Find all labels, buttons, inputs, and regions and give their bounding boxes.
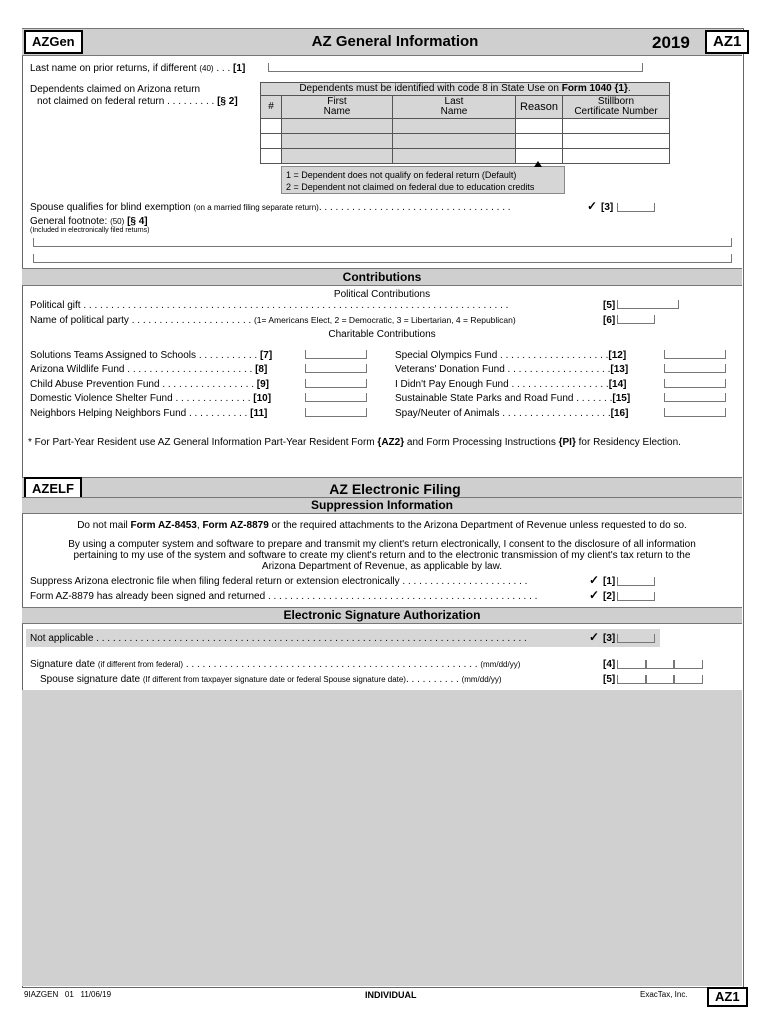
signature-header: Electronic Signature Authorization xyxy=(22,607,742,624)
suppress-ref: [1] xyxy=(603,576,616,587)
charity-right-1-input[interactable] xyxy=(664,364,726,373)
table-row xyxy=(261,119,670,134)
party-input[interactable] xyxy=(617,315,655,324)
dependents-table-note: Dependents must be identified with code 8 in State Use on Form 1040 {1}. xyxy=(261,83,670,96)
charity-left-2-input[interactable] xyxy=(305,379,367,388)
political-gift-row xyxy=(30,300,508,311)
dependents-table xyxy=(260,82,670,164)
spouse-date-ref: [5] xyxy=(603,674,616,685)
footnote-input-2[interactable] xyxy=(33,254,732,263)
col-stillborn: Stillborn Certificate Number xyxy=(563,96,670,119)
col-reason: Reason xyxy=(516,96,563,119)
last-name-row xyxy=(30,63,245,74)
dep-first-cell[interactable] xyxy=(282,134,393,149)
not-applicable-row: Not applicable . . . . . . . . . . . . . . . . . . . . . . . . . . . . . . . . . . . . . . . . . . . . . . . . . . . . . . . . . . . . . . . . . . . . . . . . . . . . . . xyxy=(30,633,527,644)
last-name-code: (40) xyxy=(199,64,214,73)
dependents-label-2: not claimed on federal return xyxy=(37,96,165,107)
table-row xyxy=(261,149,670,164)
residency-note: * For Part-Year Resident use AZ General Information Part-Year Resident Form {AZ2} and Form Processing Instructions {PI} for Residency Election. xyxy=(28,437,681,448)
col-num: # xyxy=(261,96,282,119)
blind-check-icon[interactable]: ✓ xyxy=(587,199,598,213)
dep-last-cell[interactable] xyxy=(393,119,516,134)
footer-form-id: AZ1 xyxy=(707,987,748,1007)
blind-dots: . . . . . . . . . . . . . . . . . . . . . . . . . . . . . . . . . . . xyxy=(318,202,511,213)
tooltip-line-2: 2 = Dependent not claimed on federal due to education credits xyxy=(286,182,535,192)
charity-left-4: Neighbors Helping Neighbors Fund . . . . . . . . . . . [11] xyxy=(30,408,268,419)
consent-text: By using a computer system and software to prepare and transmit my client's return electronically, I consent to the disclosure of all information pertaining to my use of the system and software to create my client's return and to the electronic transmission of my client's tax return to the Arizona Department of Revenue, as applicable by law. xyxy=(68,539,696,572)
page-title: AZ General Information xyxy=(311,33,479,50)
azgen-tag: AZGen xyxy=(24,30,83,54)
charity-left-1: Arizona Wildlife Fund . . . . . . . . . . . . . . . . . . . . . . . [8] xyxy=(30,364,268,375)
efile-title: AZ Electronic Filing xyxy=(329,481,461,497)
suppress-input[interactable] xyxy=(617,577,655,586)
dep-num-cell[interactable] xyxy=(261,134,282,149)
last-name-label: Last name on prior returns, if different xyxy=(30,63,197,74)
dep-last-cell[interactable] xyxy=(393,149,516,164)
empty-area xyxy=(22,690,742,986)
charity-left-4-input[interactable] xyxy=(305,408,367,417)
last-name-input[interactable] xyxy=(268,63,643,72)
party-row xyxy=(30,315,516,326)
sig-date-row: Signature date (if different from federal) . . . . . . . . . . . . . . . . . . . . . . . . . . . . . . . . . . . . . . . . . . . . . . . . . . . . . (mm/dd/yy) xyxy=(30,659,521,670)
charity-left-1-input[interactable] xyxy=(305,364,367,373)
footnote-label: General footnote: xyxy=(30,216,108,227)
dep-stillborn-cell[interactable] xyxy=(563,134,670,149)
footnote-note: (Included in electronically filed returns) xyxy=(30,227,150,234)
signed-check-icon[interactable]: ✓ xyxy=(589,588,600,602)
footnote-code: (50) xyxy=(110,217,125,226)
dep-num-cell[interactable] xyxy=(261,149,282,164)
party-dots: . . . . . . . . . . . . . . . . . . . . . . xyxy=(131,315,252,326)
tooltip-line-1: 1 = Dependent does not qualify on federal return (Default) xyxy=(286,170,517,180)
dependents-ref: [§ 2] xyxy=(217,96,238,107)
not-applicable-ref: [3] xyxy=(603,633,616,644)
azelf-tag: AZELF xyxy=(24,477,82,501)
charity-right-1: Veterans' Donation Fund . . . . . . . . . . . . . . . . . . .[13] xyxy=(395,364,629,375)
party-options: (1= Americans Elect, 2 = Democratic, 3 = Libertarian, 4 = Republican) xyxy=(253,315,516,325)
blind-label: Spouse qualifies for blind exemption xyxy=(30,202,191,213)
blind-note: (on a married filing separate return) xyxy=(193,203,319,212)
col-last-name: Last Name xyxy=(393,96,516,119)
mail-note: Do not mail Form AZ-8453, Form AZ-8879 or the required attachments to the Arizona Department of Revenue unless requested to do so. xyxy=(77,520,687,531)
political-gift-input[interactable] xyxy=(617,300,679,309)
suppress-check-icon[interactable]: ✓ xyxy=(589,573,600,587)
reason-tooltip xyxy=(281,166,565,194)
spouse-date-yy[interactable] xyxy=(673,675,703,684)
suppress-row: Suppress Arizona electronic file when filing federal return or extension electronically . . . . . . . . . . . . . . . . . . . . . . . xyxy=(30,576,528,587)
dependents-label: Dependents claimed on Arizona return xyxy=(30,84,201,95)
sig-date-ref: [4] xyxy=(603,659,616,670)
political-heading: Political Contributions xyxy=(333,289,431,300)
political-gift-label: Political gift xyxy=(30,300,81,311)
charitable-heading: Charitable Contributions xyxy=(328,329,436,340)
charity-right-4-input[interactable] xyxy=(664,408,726,417)
dependents-dots: . . . . . . . . . xyxy=(164,96,215,107)
not-applicable-check-icon[interactable]: ✓ xyxy=(589,630,600,644)
dep-num-cell[interactable] xyxy=(261,119,282,134)
footer-code: 9IAZGEN 01 11/06/19 xyxy=(24,990,112,999)
charity-right-3: Sustainable State Parks and Road Fund . . . . . . .[15] xyxy=(395,393,631,404)
charity-left-3: Domestic Violence Shelter Fund . . . . . . . . . . . . . . [10] xyxy=(30,393,272,404)
spouse-date-row: Spouse signature date (If different from taxpayer signature date or federal Spouse signature date). . . . . . . . . . (mm/dd/yy) xyxy=(40,674,502,685)
charity-left-0-input[interactable] xyxy=(305,350,367,359)
sig-date-mm[interactable] xyxy=(617,660,647,669)
party-label: Name of political party xyxy=(30,315,129,326)
signed-row: Form AZ-8879 has already been signed and returned . . . . . . . . . . . . . . . . . . . . . . . . . . . . . . . . . . . . . . . . . . . . . . . . . xyxy=(30,591,538,602)
contributions-header: Contributions xyxy=(22,268,742,286)
col-first-name: First Name xyxy=(282,96,393,119)
not-applicable-input[interactable] xyxy=(617,634,655,643)
dep-stillborn-cell[interactable] xyxy=(563,149,670,164)
footer-company: ExacTax, Inc. xyxy=(640,990,688,999)
last-name-dots: . . . xyxy=(213,63,231,74)
dep-reason-cell[interactable] xyxy=(516,119,563,134)
charity-left-3-input[interactable] xyxy=(305,393,367,402)
suppression-header: Suppression Information xyxy=(22,497,742,514)
dep-first-cell[interactable] xyxy=(282,119,393,134)
dep-last-cell[interactable] xyxy=(393,134,516,149)
charity-right-2: I Didn't Pay Enough Fund . . . . . . . . . . . . . . . . . .[14] xyxy=(395,379,627,390)
signed-input[interactable] xyxy=(617,592,655,601)
last-name-ref: [1] xyxy=(233,63,246,74)
footnote-row xyxy=(30,216,148,227)
table-row xyxy=(261,134,670,149)
form-id: AZ1 xyxy=(705,30,749,54)
dependents-label-2-row xyxy=(37,96,238,107)
signed-ref: [2] xyxy=(603,591,616,602)
sig-date-dd[interactable] xyxy=(645,660,675,669)
charity-left-2: Child Abuse Prevention Fund . . . . . . . . . . . . . . . . . [9] xyxy=(30,379,270,390)
dep-reason-cell[interactable] xyxy=(516,134,563,149)
political-gift-ref: [5] xyxy=(603,300,616,311)
blind-row xyxy=(30,202,511,213)
footnote-ref: [§ 4] xyxy=(127,216,148,227)
footnote-input-1[interactable] xyxy=(33,238,732,247)
blind-ref: [3] xyxy=(601,202,614,213)
footer-type: INDIVIDUAL xyxy=(365,990,417,1000)
charity-right-4: Spay/Neuter of Animals . . . . . . . . . . . . . . . . . . . .[16] xyxy=(395,408,629,419)
charity-right-0: Special Olympics Fund . . . . . . . . . . . . . . . . . . . .[12] xyxy=(395,350,627,361)
charity-right-2-input[interactable] xyxy=(664,379,726,388)
spouse-date-dd[interactable] xyxy=(645,675,675,684)
dep-stillborn-cell[interactable] xyxy=(563,119,670,134)
spouse-date-mm[interactable] xyxy=(617,675,647,684)
dep-first-cell[interactable] xyxy=(282,149,393,164)
charity-left-0: Solutions Teams Assigned to Schools . . . . . . . . . . . [7] xyxy=(30,350,273,361)
party-ref: [6] xyxy=(603,315,616,326)
charity-right-0-input[interactable] xyxy=(664,350,726,359)
sig-date-yy[interactable] xyxy=(673,660,703,669)
political-gift-dots: . . . . . . . . . . . . . . . . . . . . . . . . . . . . . . . . . . . . . . . . . . . . . . . . . . . . . . . . . . . . . . . . . . . . . . . . . . . . . xyxy=(83,300,509,311)
charity-right-3-input[interactable] xyxy=(664,393,726,402)
tax-year: 2019 xyxy=(652,33,690,52)
blind-input[interactable] xyxy=(617,203,655,212)
